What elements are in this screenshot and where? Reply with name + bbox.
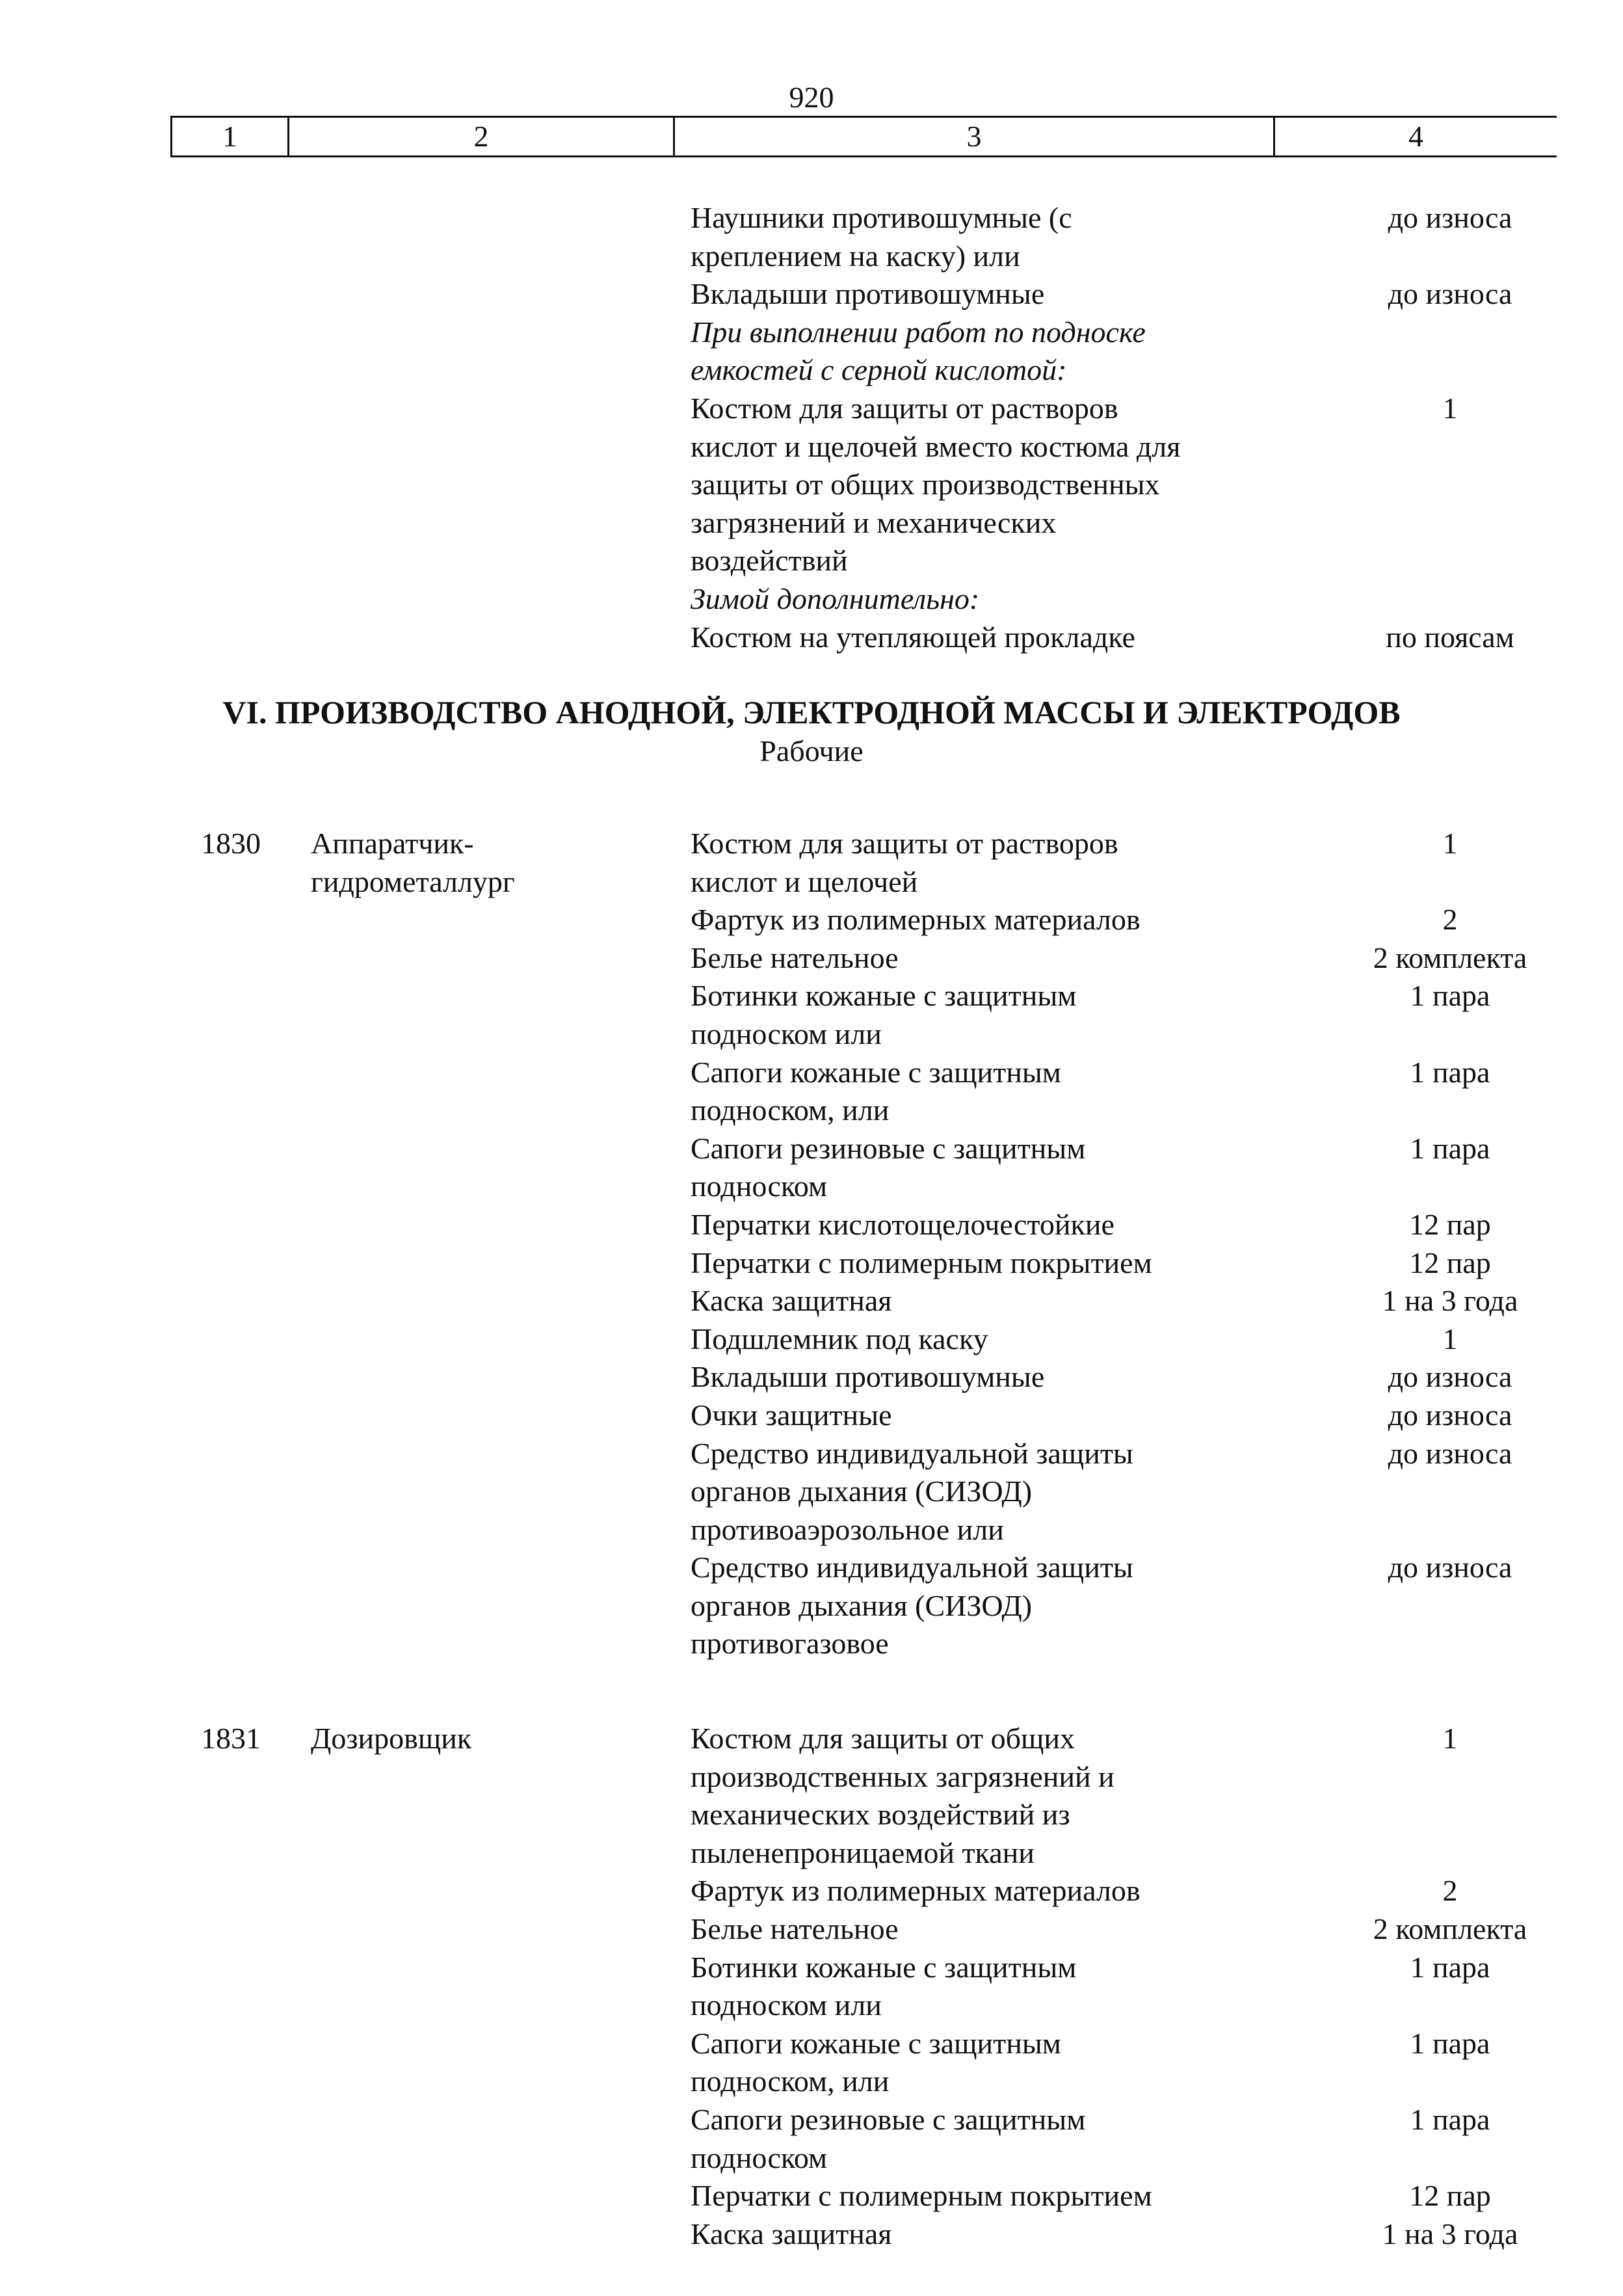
profession-code — [170, 939, 291, 978]
table-row — [170, 1168, 1557, 1206]
item-quantity: 2 — [1442, 903, 1458, 937]
item-text: Вкладыши противошумные — [691, 1360, 1045, 1394]
profession-code: 1831 — [201, 1722, 261, 1755]
profession-code — [170, 1206, 291, 1244]
table-row — [170, 1625, 1557, 1663]
item-text: механических воздействий из — [691, 1798, 1070, 1832]
item-quantity — [1343, 1168, 1557, 1206]
table-row — [170, 2139, 1557, 2178]
profession-code — [170, 863, 291, 901]
row-profession — [291, 542, 678, 580]
profession-name — [291, 1091, 678, 1130]
item-quantity: 2 комплекта — [1373, 941, 1527, 974]
profession-name — [291, 901, 678, 939]
table-row — [170, 1796, 1557, 1834]
item-text: подноском, или — [691, 2064, 890, 2098]
profession-code — [170, 1549, 291, 1587]
item-quantity — [1343, 466, 1557, 504]
profession-name — [291, 1015, 678, 1054]
item-quantity — [1343, 237, 1557, 276]
list-item — [170, 351, 1557, 390]
item-quantity — [1343, 504, 1557, 542]
profession-code — [170, 2139, 291, 2178]
item-quantity — [1343, 314, 1557, 352]
item-text: противогазовое — [691, 1627, 889, 1661]
row-number — [170, 466, 291, 504]
row-number — [170, 199, 291, 237]
table-row — [170, 1910, 1557, 1949]
table-row — [170, 1320, 1557, 1359]
profession-code — [170, 1282, 291, 1320]
profession-name — [291, 1625, 678, 1663]
header-col-2: 2 — [289, 118, 675, 155]
item-quantity: 1 пара — [1410, 2026, 1490, 2060]
item-quantity — [1343, 1796, 1557, 1834]
item-text: подноском — [691, 1169, 828, 1203]
item-quantity: 2 — [1442, 1874, 1458, 1908]
profession-code — [170, 1091, 291, 1130]
item-quantity: 1 — [1442, 1322, 1458, 1355]
profession-name: Дозировщик — [311, 1722, 472, 1755]
item-text: Сапоги резиновые с защитным — [691, 1131, 1086, 1165]
profession-name — [291, 2062, 678, 2101]
item-text: Фартук из полимерных материалов — [691, 1874, 1141, 1908]
item-text: Костюм для защиты от общих — [691, 1722, 1075, 1755]
header-col-3: 3 — [675, 118, 1275, 155]
table-row — [170, 1206, 1557, 1244]
profession-name — [291, 1358, 678, 1396]
item-text: Белье нательное — [691, 1912, 899, 1945]
item-text: подноском или — [691, 1988, 882, 2022]
row-profession — [291, 466, 678, 504]
item-quantity: 2 комплекта — [1373, 1912, 1527, 1945]
list-item — [170, 237, 1557, 276]
profession-name — [291, 1949, 678, 1987]
item-text: Фартук из полимерных материалов — [691, 903, 1141, 937]
profession-code — [170, 1473, 291, 1511]
item-quantity: 1 пара — [1410, 1950, 1490, 1984]
list-item — [170, 275, 1557, 314]
table-row — [170, 1473, 1557, 1511]
item-text: воздействий — [691, 544, 848, 578]
table-row — [170, 2062, 1557, 2101]
table-row — [170, 2177, 1557, 2215]
entry-1830 — [170, 825, 1557, 1663]
item-quantity — [1343, 1834, 1557, 1873]
item-quantity: 1 пара — [1410, 1055, 1490, 1089]
item-text: креплением на каску) или — [691, 239, 1020, 273]
profession-code — [170, 1435, 291, 1473]
table-row — [170, 2215, 1557, 2254]
table-row — [170, 977, 1557, 1015]
profession-code — [170, 1511, 291, 1549]
item-quantity: 1 — [1442, 391, 1458, 425]
item-text: пыленепроницаемой ткани — [691, 1835, 1035, 1869]
row-profession — [291, 504, 678, 542]
table-row — [170, 1130, 1557, 1168]
row-number — [170, 390, 291, 428]
table-row — [170, 1758, 1557, 1796]
table-row — [170, 1720, 1557, 1758]
table-row — [170, 1872, 1557, 1910]
item-quantity — [1343, 1986, 1557, 2025]
profession-code — [170, 1758, 291, 1796]
row-number — [170, 504, 291, 542]
table-row — [170, 901, 1557, 939]
row-number — [170, 351, 291, 390]
item-text: Костюм для защиты от растворов — [691, 827, 1118, 860]
row-number — [170, 314, 291, 352]
item-quantity: по поясам — [1386, 620, 1514, 654]
profession-name — [291, 1910, 678, 1949]
profession-name — [291, 1130, 678, 1168]
item-quantity — [1343, 1015, 1557, 1054]
item-quantity — [1343, 1587, 1557, 1625]
item-text: При выполнении работ по подноске — [691, 315, 1146, 349]
item-quantity — [1343, 542, 1557, 580]
item-text: производственных загрязнений и — [691, 1759, 1115, 1793]
item-text: кислот и щелочей — [691, 864, 918, 898]
row-profession — [291, 237, 678, 276]
item-text: Перчатки с полимерным покрытием — [691, 2179, 1152, 2213]
profession-name — [291, 1986, 678, 2025]
item-text: Вкладыши противошумные — [691, 277, 1045, 311]
profession-code — [170, 1320, 291, 1359]
table-row — [170, 1282, 1557, 1320]
item-quantity: 1 — [1442, 827, 1458, 860]
table-header — [170, 116, 1557, 157]
profession-code — [170, 2215, 291, 2254]
item-quantity — [1343, 1091, 1557, 1130]
table-row — [170, 1986, 1557, 2025]
profession-code — [170, 2062, 291, 2101]
item-text: Наушники противошумные (с — [691, 201, 1072, 234]
profession-name — [291, 977, 678, 1015]
item-text: Костюм для защиты от растворов — [691, 391, 1118, 425]
row-profession — [291, 275, 678, 314]
profession-name — [291, 1282, 678, 1320]
item-text: подноском, или — [691, 1093, 890, 1127]
profession-code — [170, 1054, 291, 1092]
item-text: подноском — [691, 2141, 828, 2174]
profession-code — [170, 1949, 291, 1987]
item-quantity — [1343, 863, 1557, 901]
table-row — [170, 1834, 1557, 1873]
item-quantity — [1343, 428, 1557, 466]
profession-name — [291, 2025, 678, 2063]
item-text: Подшлемник под каску — [691, 1322, 988, 1355]
item-quantity — [1343, 580, 1557, 619]
table-row — [170, 1435, 1557, 1473]
row-number — [170, 275, 291, 314]
item-text: Средство индивидуальной защиты — [691, 1436, 1133, 1470]
profession-code — [170, 1986, 291, 2025]
profession-code — [170, 977, 291, 1015]
row-profession — [291, 351, 678, 390]
list-item — [170, 580, 1557, 619]
list-item — [170, 428, 1557, 466]
item-text: кислот и щелочей вместо костюма для — [691, 429, 1181, 463]
profession-code — [170, 1625, 291, 1663]
item-quantity — [1343, 2062, 1557, 2101]
table-row — [170, 1244, 1557, 1283]
item-text: Каска защитная — [691, 2217, 892, 2250]
profession-name — [291, 1872, 678, 1910]
item-quantity — [1343, 2139, 1557, 2178]
table-row — [170, 1091, 1557, 1130]
item-text: Сапоги кожаные с защитным — [691, 1055, 1061, 1089]
item-quantity: до износа — [1388, 277, 1512, 311]
profession-name — [291, 1435, 678, 1473]
table-row — [170, 1015, 1557, 1054]
item-text: Костюм на утепляющей прокладке — [691, 620, 1135, 654]
profession-name — [291, 1168, 678, 1206]
item-quantity: 12 пар — [1409, 2179, 1491, 2213]
profession-code — [170, 1244, 291, 1283]
profession-code — [170, 2025, 291, 2063]
item-text: емкостей с серной кислотой: — [691, 353, 1067, 387]
item-quantity: 1 на 3 года — [1382, 1284, 1518, 1318]
row-profession — [291, 428, 678, 466]
profession-name — [291, 2215, 678, 2254]
item-text: загрязнений и механических — [691, 505, 1057, 539]
profession-name — [291, 1396, 678, 1435]
continued-items — [170, 199, 1557, 656]
item-text: Очки защитные — [691, 1398, 892, 1432]
section-title: VI. ПРОИЗВОДСТВО АНОДНОЙ, ЭЛЕКТРОДНОЙ МАССЫ И ЭЛЕКТРОДОВ — [222, 694, 1401, 730]
profession-name — [291, 1758, 678, 1796]
item-text: Сапоги резиновые с защитным — [691, 2102, 1086, 2136]
profession-name — [291, 939, 678, 978]
item-quantity: 1 пара — [1410, 979, 1490, 1013]
list-item — [170, 542, 1557, 580]
profession-name — [291, 1511, 678, 1549]
profession-name — [291, 2101, 678, 2139]
profession-name — [291, 1473, 678, 1511]
table-row — [170, 1511, 1557, 1549]
profession-code — [170, 1358, 291, 1396]
item-text: противоаэрозольное или — [691, 1512, 1004, 1546]
list-item — [170, 199, 1557, 237]
row-number — [170, 580, 291, 619]
item-quantity: 12 пар — [1409, 1207, 1491, 1241]
item-quantity: 1 на 3 года — [1382, 2217, 1518, 2250]
row-number — [170, 428, 291, 466]
item-text: Белье нательное — [691, 941, 899, 974]
row-profession — [291, 390, 678, 428]
entry-1831 — [170, 1720, 1557, 2253]
profession-name — [291, 1244, 678, 1283]
item-quantity — [1343, 351, 1557, 390]
list-item — [170, 314, 1557, 352]
item-text: Средство индивидуальной защиты — [691, 1551, 1133, 1584]
profession-name — [291, 1834, 678, 1873]
row-number — [170, 237, 291, 276]
item-text: Зимой дополнительно: — [691, 581, 980, 615]
item-quantity — [1343, 1473, 1557, 1511]
item-text: подноском или — [691, 1017, 882, 1050]
list-item — [170, 504, 1557, 542]
item-quantity: до износа — [1388, 1551, 1512, 1584]
row-profession — [291, 314, 678, 352]
item-text: Ботинки кожаные с защитным — [691, 979, 1077, 1013]
table-row — [170, 1054, 1557, 1092]
table-row — [170, 2101, 1557, 2139]
profession-code — [170, 1396, 291, 1435]
profession-name — [291, 1054, 678, 1092]
header-col-1: 1 — [172, 118, 289, 155]
profession-code — [170, 901, 291, 939]
profession-name — [291, 1206, 678, 1244]
item-quantity: 1 пара — [1410, 2102, 1490, 2136]
table-row — [170, 825, 1557, 863]
header-col-4: 4 — [1408, 120, 1423, 153]
table-row — [170, 1358, 1557, 1396]
profession-code: 1830 — [201, 827, 261, 860]
table-row — [170, 1587, 1557, 1625]
item-quantity: 1 пара — [1410, 1131, 1490, 1165]
profession-name — [291, 1587, 678, 1625]
row-profession — [291, 580, 678, 619]
profession-code — [170, 2101, 291, 2139]
profession-name: Аппаратчик- — [311, 827, 474, 860]
item-text: Перчатки кислотощелочестойкие — [691, 1207, 1115, 1241]
list-item — [170, 466, 1557, 504]
table-row — [170, 939, 1557, 978]
item-quantity: до износа — [1388, 201, 1512, 234]
profession-code — [170, 1796, 291, 1834]
list-item — [170, 619, 1557, 657]
table-row — [170, 2025, 1557, 2063]
profession-code — [170, 1834, 291, 1873]
item-text: Сапоги кожаные с защитным — [691, 2026, 1061, 2060]
table-row — [170, 1949, 1557, 1987]
profession-code — [170, 1168, 291, 1206]
page-number: 920 — [789, 81, 834, 114]
list-item — [170, 390, 1557, 428]
item-text: Ботинки кожаные с защитным — [691, 1950, 1077, 1984]
item-quantity — [1343, 1625, 1557, 1663]
item-quantity: 1 — [1442, 1722, 1458, 1755]
profession-name — [291, 1796, 678, 1834]
profession-code — [170, 2177, 291, 2215]
table-row — [170, 1396, 1557, 1435]
profession-code — [170, 1015, 291, 1054]
profession-name — [291, 2177, 678, 2215]
row-number — [170, 542, 291, 580]
profession-code — [170, 1587, 291, 1625]
item-text: Перчатки с полимерным покрытием — [691, 1246, 1152, 1279]
item-text: органов дыхания (СИЗОД) — [691, 1588, 1033, 1622]
table-row — [170, 1549, 1557, 1587]
row-profession — [291, 199, 678, 237]
profession-code — [170, 1872, 291, 1910]
profession-name — [291, 1320, 678, 1359]
profession-name — [291, 2139, 678, 2178]
item-text: защиты от общих производственных — [691, 468, 1160, 501]
item-quantity — [1343, 1511, 1557, 1549]
row-profession — [291, 619, 678, 657]
profession-code — [170, 1910, 291, 1949]
row-number — [170, 619, 291, 657]
table-row — [170, 863, 1557, 901]
item-quantity: до износа — [1388, 1360, 1512, 1394]
profession-name — [291, 1549, 678, 1587]
item-quantity: 12 пар — [1409, 1246, 1491, 1279]
item-text: Каска защитная — [691, 1284, 892, 1318]
profession-code — [170, 1130, 291, 1168]
item-quantity: до износа — [1388, 1436, 1512, 1470]
item-quantity: до износа — [1388, 1398, 1512, 1432]
section-subtitle: Рабочие — [759, 734, 864, 768]
profession-name: гидрометаллург — [311, 864, 515, 898]
item-text: органов дыхания (СИЗОД) — [691, 1475, 1033, 1508]
item-quantity — [1343, 1758, 1557, 1796]
